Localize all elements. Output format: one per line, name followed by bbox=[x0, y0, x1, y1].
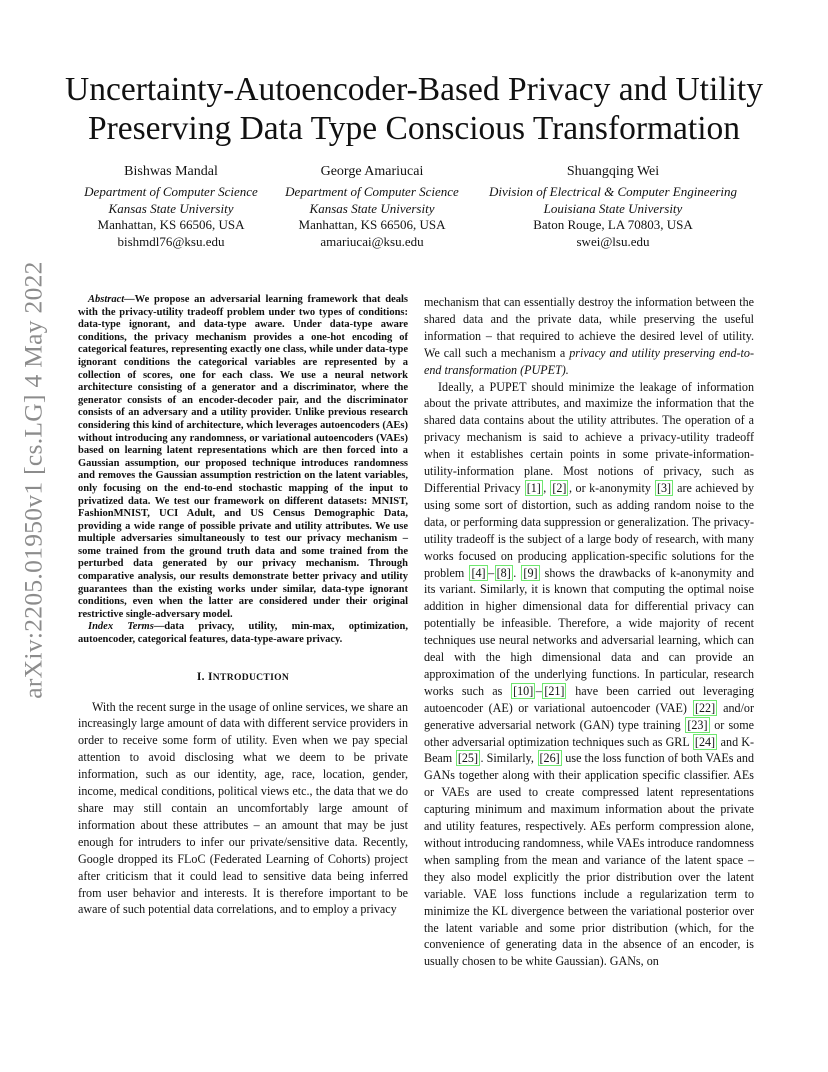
right-column bbox=[424, 294, 754, 970]
author-email: amariucai@ksu.edu bbox=[320, 234, 424, 250]
paragraph-text: are achieved by using some sort of distortion, such as adding random noise to the data, or performing data suppression or generalization. The privacy-utility tradeoff is the subject of a large body of research, with many works focused on producing application-specific solutions for the problem bbox=[424, 480, 754, 580]
citation-link[interactable]: [1] bbox=[526, 480, 541, 495]
abstract bbox=[78, 294, 408, 621]
abstract-label: Abstract bbox=[88, 294, 125, 305]
author-name: Shuangqing Wei bbox=[566, 164, 660, 179]
author-name: Bishwas Mandal bbox=[124, 164, 218, 179]
author-name: George Amariucai bbox=[320, 164, 424, 179]
intro-paragraph: With the recent surge in the usage of online services, we share an increasingly large amount of data with different service providers in order to receive some form of utility. Even when we pay special attention to avoid disclosing what we deem to be private information, such as our identity, age, race, location, gender, income, medical conditions, political views etc., the data that we do share may still contain an uncomfortably large amount of information about these attributes – an amount that may be just enough for intruders to infer our private/sensitive data. Recently, Google dropped its FLoC (Federated Learning of Cohorts) project after criticism that it could lead to sensitive data being inferred from user behavior and interests. It is therefore important to be aware of such potential data correlations, and to employ a privacy bbox=[78, 699, 408, 917]
author-department: Division of Electrical & Computer Engineering bbox=[488, 183, 738, 199]
paragraph-text: use the loss function of both VAEs and GANs together along with their application specific classifier. AEs or VAEs are used to create compressed latent representations capturing minimum and maximum information about the private and utility features, respectively. AEs perform compression alone, without introducing randomness, while VAEs introduce randomness when sampling from the mean and variance of the latent space – they also model explicitly the prior distribution over the latent variable. VAE loss functions include a regularization term to minimize the KL divergence between the variational posterior over the latent variable and some prior distribution (which, for the convenience of generating data in the absence of an encoder, is usually chosen to be white Gaussian). GANs, on bbox=[424, 751, 755, 969]
citation-link[interactable]: [22] bbox=[694, 700, 716, 715]
paper-title-line-2: Preserving Data Type Conscious Transformation bbox=[87, 110, 741, 147]
author-university: Kansas State University bbox=[108, 200, 234, 216]
citation-link[interactable]: [26] bbox=[539, 751, 560, 766]
citation-link[interactable]: [3] bbox=[656, 480, 672, 495]
author-university: Kansas State University bbox=[309, 200, 435, 216]
paragraph-text: and/or generative adversarial network (GAN) type training bbox=[424, 700, 754, 732]
left-column bbox=[78, 294, 408, 918]
paper-title bbox=[58, 70, 770, 148]
paper-title-line-1: Uncertainty-Autoencoder-Based Privacy and Utility bbox=[65, 71, 763, 108]
paragraph-text: shows the drawbacks of k-anonymity and its variant. Similarly, it is known that computing the optimal noise addition in higher dimensional data for differential privacy can potentially be infeasible. Therefore, a wide majority of recent techniques use neural networks and adversarial learning, which can deal with the high dimensional data and can provide an approximation of the underlying functions. In particular, research works such as bbox=[424, 565, 755, 698]
citation-link[interactable]: [9] bbox=[523, 565, 538, 580]
citation-link[interactable]: [10] bbox=[513, 683, 534, 698]
section-number: I. bbox=[196, 670, 205, 683]
paragraph-text: or some other adversarial optimization techniques such as GRL bbox=[424, 717, 754, 749]
paragraph-text: . bbox=[513, 565, 521, 580]
citation-link[interactable]: [25] bbox=[457, 751, 478, 766]
citation-link[interactable]: [23] bbox=[687, 717, 708, 732]
author-address: Manhattan, KS 66506, USA bbox=[97, 217, 245, 233]
author-university: Louisiana State University bbox=[543, 200, 683, 216]
pupet-paragraph bbox=[424, 379, 754, 971]
paragraph-text: , or k-anonymity bbox=[568, 480, 655, 495]
section-title-initial: I bbox=[208, 670, 213, 683]
citation-link[interactable]: [8] bbox=[496, 565, 511, 580]
author-email: bishmdl76@ksu.edu bbox=[117, 234, 225, 250]
author-block-2 bbox=[279, 164, 465, 251]
author-department: Department of Computer Science bbox=[84, 183, 258, 199]
paragraph-text: mechanism that can essentially destroy the information between the shared data and the private data, while preserving the useful information – that required to achieve the desired level of utility. We call such a mechanism a bbox=[424, 295, 754, 360]
paragraph-text: . Similarly, bbox=[480, 751, 538, 766]
section-heading-introduction bbox=[78, 669, 408, 687]
citation-link[interactable]: [21] bbox=[544, 683, 565, 698]
paragraph-text: Ideally, a PUPET should minimize the leakage of information about the private attributes, and maximize the information that the shared data contains about the utility attributes. The operation of a privacy mechanism is said to achieve a privacy-utility tradeoff when it establishes certain points in some private-information-utility-information plane. Most notions of privacy, such as Differential Privacy bbox=[424, 379, 754, 495]
paragraph-text: , bbox=[543, 480, 550, 495]
index-terms-dash: — bbox=[153, 621, 165, 633]
section-title-rest: NTRODUCTION bbox=[212, 671, 290, 683]
citation-link[interactable]: [2] bbox=[552, 480, 567, 495]
arxiv-identifier-text: arXiv:2205.01950v1 [cs.LG] 4 May 2022 bbox=[19, 261, 49, 699]
author-address: Baton Rouge, LA 70803, USA bbox=[533, 217, 693, 233]
abstract-dash: — bbox=[124, 294, 135, 305]
arxiv-identifier-watermark bbox=[17, 261, 51, 699]
author-email: swei@lsu.edu bbox=[576, 234, 650, 250]
paragraph-text: and K-Beam bbox=[424, 734, 754, 766]
citation-link[interactable]: [24] bbox=[694, 734, 716, 749]
paragraph-text: – bbox=[488, 565, 495, 580]
author-block-3 bbox=[479, 164, 747, 251]
author-address: Manhattan, KS 66506, USA bbox=[298, 217, 446, 233]
index-terms-text: data privacy, utility, min-max, optimization, autoencoder, categorical features, data-type-aware privacy. bbox=[78, 621, 408, 646]
author-department: Department of Computer Science bbox=[285, 183, 459, 199]
author-block-1 bbox=[78, 164, 264, 251]
paragraph-text: – bbox=[535, 683, 542, 698]
paragraph-text: have been carried out leveraging autoencoder (AE) or variational autoencoder (VAE) bbox=[424, 683, 755, 715]
abstract-text: We propose an adversarial learning framework that deals with the privacy-utility tradeoff problem under two types of conditions: data-type ignorant, and data-type aware. Under data-type aware conditions, the privacy mechanism provides a one-hot encoding of categorical features, representing exactly one class, while under data-type ignorant conditions the categorical variables are represented by a collection of scores, one for each class. We use a neural network architecture consisting of a generator and a discriminator, where the generator consists of an encoder-decoder pair, and the discriminator consists of an adversary and a utility provider. Unlike previous research considering this kind of architecture, which leverages autoencoders (AEs) without introducing any randomness, or variational autoencoders (VAEs) based on learning latent representations which are then forced into a Gaussian assumption, our proposed technique introduces randomness and removes the Gaussian assumption restriction on the latent variables, only focusing on the end-to-end stochastic mapping of the input to privatized data. We test our framework on different datasets: MNIST, FashionMNIST, UCI Adult, and US Census Demographic Data, providing a wide range of possible private and utility attributes. We use multiple adversaries simultaneously to test our privacy mechanism – some trained from the ground truth data and some trained from the perturbed data generated by our privacy mechanism. Through comparative analysis, our results demonstrate better privacy and utility guarantees than the existing works under similar, data-type ignorant conditions, even when the latter are considered under their original restrictive single-adversary model. bbox=[78, 294, 408, 620]
pupet-definition: privacy and utility preserving end-to-end transformation (PUPET). bbox=[424, 345, 754, 377]
citation-link[interactable]: [4] bbox=[471, 565, 486, 580]
intro-paragraph-continued bbox=[424, 294, 754, 379]
index-terms-label: Index Terms bbox=[88, 621, 154, 633]
index-terms bbox=[78, 621, 408, 646]
